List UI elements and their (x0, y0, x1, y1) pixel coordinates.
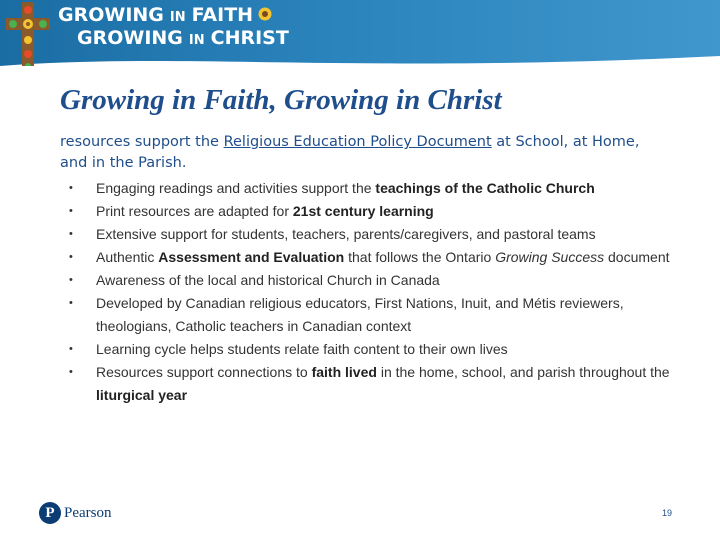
bullet-item (60, 361, 700, 407)
policy-document-link[interactable]: Religious Education Policy Document (223, 134, 492, 150)
banner-wave-decoration (0, 48, 720, 66)
pearson-mark-letter: P (45, 505, 55, 521)
pearson-mark-icon (39, 502, 61, 524)
bullet-text: that follows the Ontario (344, 249, 496, 265)
brand-line-faith (58, 6, 289, 25)
bullet-text: Authentic (96, 249, 159, 265)
bullet-bold-text: teachings of the Catholic Church (375, 180, 595, 196)
bullet-text: Developed by Canadian religious educators, First Nations, Inuit, and Métis reviewers, theologians, Catholic teachers in Canadian context (96, 295, 624, 334)
feature-bullet-list (60, 177, 700, 407)
header-banner (0, 0, 720, 66)
bullet-italic-text: Growing Success (495, 249, 605, 265)
bullet-text: Awareness of the local and historical Church in Canada (96, 272, 440, 288)
intro-text: at School, at Home, and in the Parish. (60, 134, 640, 171)
brand-line-christ (58, 29, 289, 48)
bullet-text: in the home, school, and parish throughout the (376, 364, 670, 380)
bullet-text: document (604, 249, 670, 265)
bullet-item (60, 292, 700, 338)
bullet-bold-text: liturgical year (96, 387, 188, 403)
brand-word: CHRIST (210, 27, 289, 49)
bullet-text: Extensive support for students, teachers, parents/caregivers, and pastoral teams (96, 226, 596, 242)
bullet-item (60, 223, 700, 246)
pearson-logo (39, 502, 112, 524)
bullet-text: Engaging readings and activities support the (96, 180, 376, 196)
bullet-bold-text: 21st century learning (292, 203, 434, 219)
page-number: 19 (662, 508, 673, 518)
brand-word: GROWING (77, 27, 183, 49)
intro-text: resources support the (60, 134, 224, 150)
bullet-bold-text: Assessment and Evaluation (158, 249, 345, 265)
cross-logo-icon (6, 2, 50, 66)
bullet-item (60, 177, 700, 200)
bullet-text: Print resources are adapted for (96, 203, 293, 219)
intro-paragraph (60, 132, 660, 174)
bullet-item (60, 338, 700, 361)
bullet-item (60, 269, 700, 292)
bullet-text: Learning cycle helps students relate faith content to their own lives (96, 341, 508, 357)
bullet-bold-text: faith lived (311, 364, 377, 380)
bullet-item (60, 246, 700, 269)
brand-wordmark (58, 6, 289, 48)
bullet-text: Resources support connections to (96, 364, 312, 380)
brand-word: FAITH (191, 4, 254, 26)
bullet-item (60, 200, 700, 223)
pearson-wordmark: Pearson (64, 504, 112, 521)
brand-word: GROWING (58, 4, 164, 26)
slide-title: Growing in Faith, Growing in Christ (60, 84, 502, 116)
sunflower-icon (258, 7, 272, 21)
brand-word-small: IN (169, 10, 186, 25)
brand-word-small: IN (188, 33, 205, 48)
